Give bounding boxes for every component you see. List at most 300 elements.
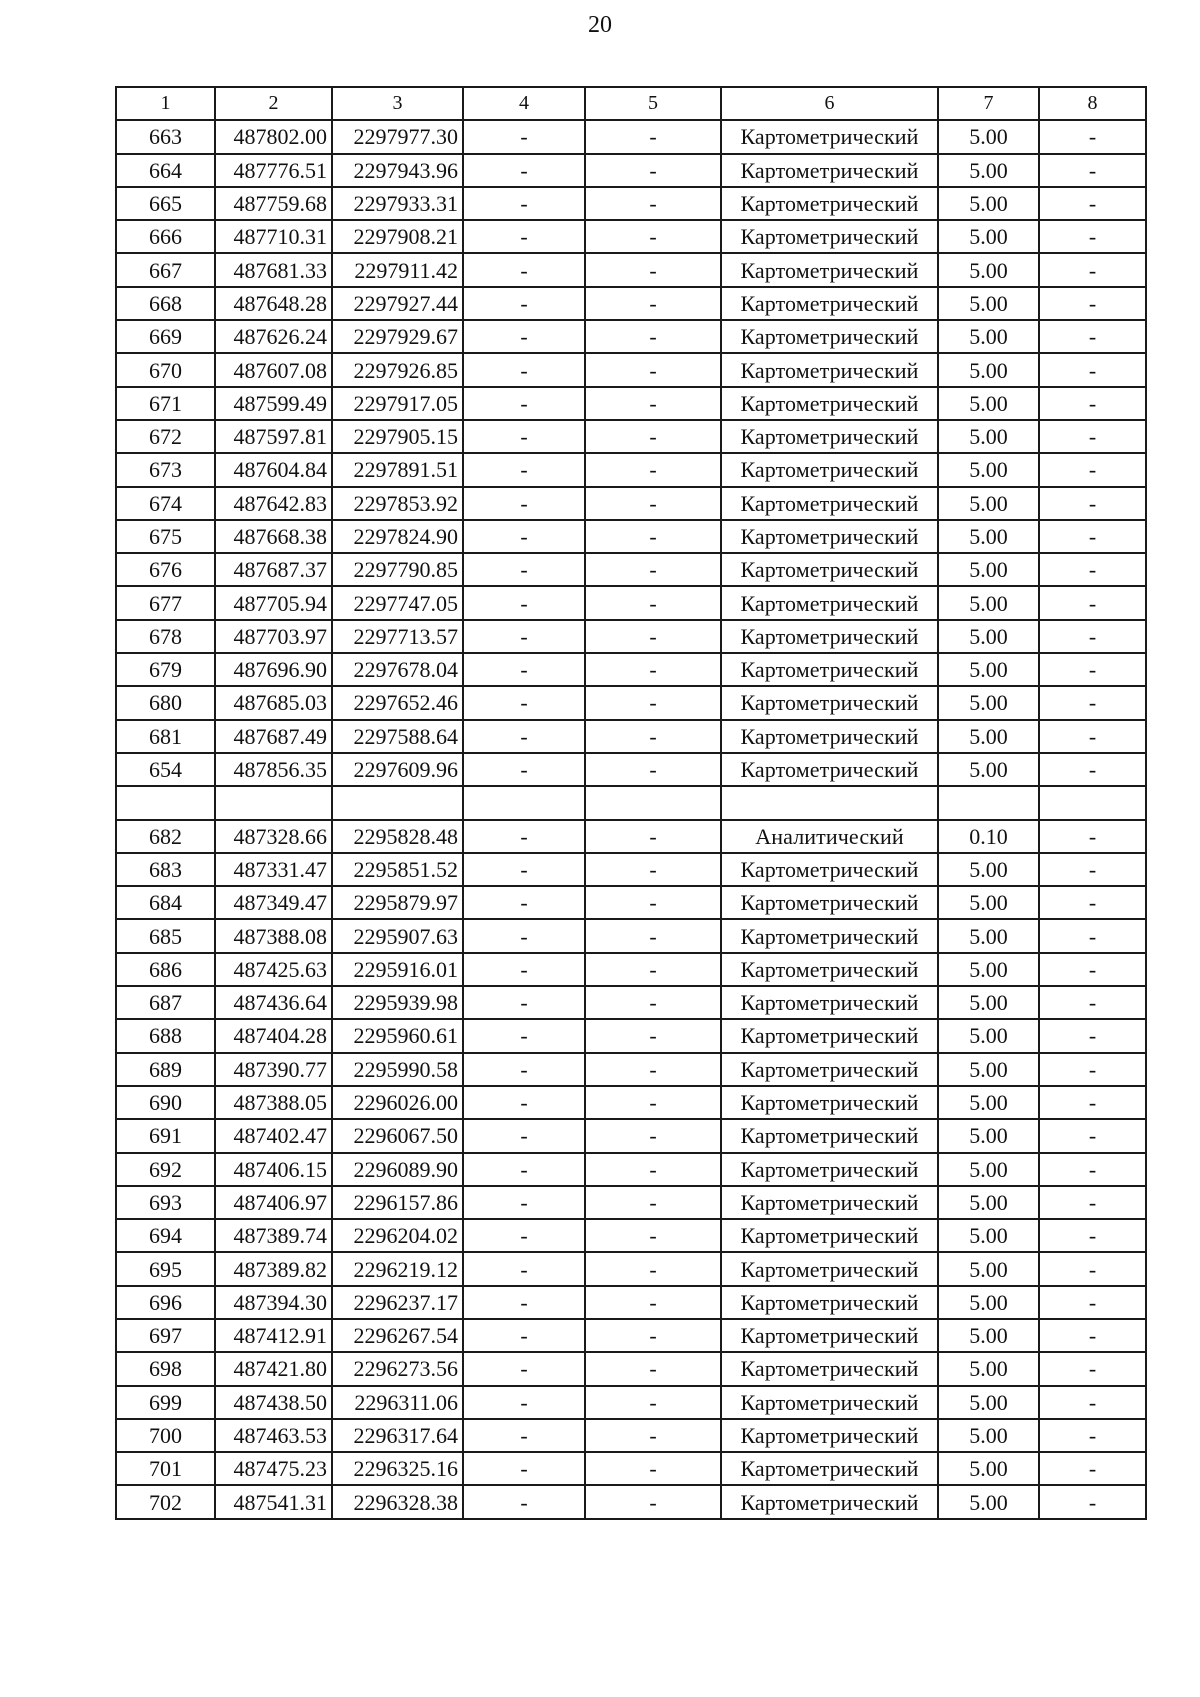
col-5-cell: - xyxy=(585,620,721,653)
col-5-cell: - xyxy=(585,520,721,553)
coord-y-cell: 2296026.00 xyxy=(332,1086,463,1119)
coord-y-cell: 2296204.02 xyxy=(332,1219,463,1252)
point-number-cell: 690 xyxy=(116,1086,215,1119)
coord-x-cell: 487604.84 xyxy=(215,453,332,486)
col-8-cell: - xyxy=(1039,1352,1146,1385)
point-number-cell: 688 xyxy=(116,1019,215,1052)
table-row xyxy=(116,120,1146,153)
accuracy-cell: 5.00 xyxy=(938,1019,1039,1052)
coord-y-cell: 2296311.06 xyxy=(332,1386,463,1419)
method-cell: Картометрический xyxy=(721,1319,938,1352)
col-8-cell: - xyxy=(1039,1086,1146,1119)
col-8-cell: - xyxy=(1039,287,1146,320)
coordinates-table xyxy=(115,86,1147,1520)
table-row xyxy=(116,853,1146,886)
method-cell: Картометрический xyxy=(721,520,938,553)
method-cell: Картометрический xyxy=(721,919,938,952)
accuracy-cell: 5.00 xyxy=(938,1452,1039,1485)
accuracy-cell: 5.00 xyxy=(938,220,1039,253)
coord-x-cell: 487331.47 xyxy=(215,853,332,886)
method-cell: Картометрический xyxy=(721,553,938,586)
col-8-cell: - xyxy=(1039,1319,1146,1352)
accuracy-cell: 5.00 xyxy=(938,1252,1039,1285)
table-row xyxy=(116,187,1146,220)
point-number-cell: 680 xyxy=(116,686,215,719)
col-8-cell: - xyxy=(1039,1053,1146,1086)
coord-y-cell: 2297652.46 xyxy=(332,686,463,719)
col-4-cell: - xyxy=(463,1019,585,1052)
accuracy-cell: 5.00 xyxy=(938,1286,1039,1319)
method-cell: Картометрический xyxy=(721,1252,938,1285)
method-cell: Картометрический xyxy=(721,1019,938,1052)
col-5-cell: - xyxy=(585,953,721,986)
method-cell: Картометрический xyxy=(721,886,938,919)
col-4-cell: - xyxy=(463,520,585,553)
col-8-cell: - xyxy=(1039,686,1146,719)
accuracy-cell: 5.00 xyxy=(938,1219,1039,1252)
table-row xyxy=(116,886,1146,919)
point-number-cell: 678 xyxy=(116,620,215,653)
accuracy-cell: 5.00 xyxy=(938,1086,1039,1119)
coord-y-cell: 2297588.64 xyxy=(332,720,463,753)
point-number-cell: 685 xyxy=(116,919,215,952)
accuracy-cell: 5.00 xyxy=(938,1419,1039,1452)
col-8-cell: - xyxy=(1039,1452,1146,1485)
header-cell-8: 8 xyxy=(1039,87,1146,120)
method-cell: Картометрический xyxy=(721,1186,938,1219)
point-number-cell: 670 xyxy=(116,353,215,386)
header-cell-2: 2 xyxy=(215,87,332,120)
col-8-cell: - xyxy=(1039,1219,1146,1252)
accuracy-cell: 5.00 xyxy=(938,520,1039,553)
table-row xyxy=(116,487,1146,520)
accuracy-cell: 5.00 xyxy=(938,953,1039,986)
point-number-cell: 686 xyxy=(116,953,215,986)
col-4-cell: - xyxy=(463,1252,585,1285)
coord-y-cell: 2296273.56 xyxy=(332,1352,463,1385)
method-cell xyxy=(721,786,938,819)
coord-y-cell: 2295916.01 xyxy=(332,953,463,986)
coord-y-cell: 2295851.52 xyxy=(332,853,463,886)
table-row xyxy=(116,520,1146,553)
col-4-cell: - xyxy=(463,420,585,453)
col-5-cell: - xyxy=(585,320,721,353)
coord-x-cell: 487759.68 xyxy=(215,187,332,220)
col-8-cell: - xyxy=(1039,919,1146,952)
col-5-cell: - xyxy=(585,353,721,386)
accuracy-cell: 5.00 xyxy=(938,154,1039,187)
col-8-cell: - xyxy=(1039,553,1146,586)
table-row xyxy=(116,686,1146,719)
col-5-cell: - xyxy=(585,220,721,253)
table-row xyxy=(116,1252,1146,1285)
col-5-cell: - xyxy=(585,253,721,286)
table-row xyxy=(116,1452,1146,1485)
col-8-cell: - xyxy=(1039,720,1146,753)
col-8-cell: - xyxy=(1039,953,1146,986)
coord-y-cell: 2295990.58 xyxy=(332,1053,463,1086)
col-4-cell: - xyxy=(463,287,585,320)
col-5-cell: - xyxy=(585,653,721,686)
col-5-cell: - xyxy=(585,853,721,886)
col-5-cell: - xyxy=(585,1419,721,1452)
col-5-cell: - xyxy=(585,886,721,919)
col-4-cell: - xyxy=(463,120,585,153)
point-number-cell: 696 xyxy=(116,1286,215,1319)
col-8-cell: - xyxy=(1039,1386,1146,1419)
coord-x-cell: 487703.97 xyxy=(215,620,332,653)
col-4-cell: - xyxy=(463,487,585,520)
table-row xyxy=(116,1352,1146,1385)
table-row xyxy=(116,1153,1146,1186)
point-number-cell: 663 xyxy=(116,120,215,153)
col-8-cell: - xyxy=(1039,1186,1146,1219)
coord-y-cell: 2297943.96 xyxy=(332,154,463,187)
point-number-cell: 682 xyxy=(116,820,215,853)
point-number-cell: 679 xyxy=(116,653,215,686)
coord-y-cell: 2297853.92 xyxy=(332,487,463,520)
method-cell: Картометрический xyxy=(721,586,938,619)
coord-y-cell: 2296157.86 xyxy=(332,1186,463,1219)
method-cell: Картометрический xyxy=(721,253,938,286)
table-row xyxy=(116,620,1146,653)
coord-y-cell: 2297911.42 xyxy=(332,253,463,286)
accuracy-cell: 5.00 xyxy=(938,120,1039,153)
accuracy-cell: 5.00 xyxy=(938,1153,1039,1186)
col-4-cell: - xyxy=(463,753,585,786)
col-4-cell: - xyxy=(463,353,585,386)
method-cell: Картометрический xyxy=(721,986,938,1019)
point-number-cell: 691 xyxy=(116,1119,215,1152)
col-4-cell: - xyxy=(463,653,585,686)
method-cell: Картометрический xyxy=(721,620,938,653)
method-cell: Картометрический xyxy=(721,120,938,153)
table-row xyxy=(116,720,1146,753)
coord-x-cell: 487475.23 xyxy=(215,1452,332,1485)
header-cell-7: 7 xyxy=(938,87,1039,120)
col-4-cell: - xyxy=(463,1186,585,1219)
col-5-cell: - xyxy=(585,1086,721,1119)
col-5-cell: - xyxy=(585,1219,721,1252)
col-4-cell: - xyxy=(463,1386,585,1419)
accuracy-cell: 5.00 xyxy=(938,320,1039,353)
coord-x-cell: 487685.03 xyxy=(215,686,332,719)
coord-x-cell: 487389.74 xyxy=(215,1219,332,1252)
accuracy-cell: 5.00 xyxy=(938,353,1039,386)
col-5-cell: - xyxy=(585,1319,721,1352)
col-5-cell: - xyxy=(585,487,721,520)
table-row xyxy=(116,287,1146,320)
col-5-cell: - xyxy=(585,686,721,719)
point-number-cell: 673 xyxy=(116,453,215,486)
table-row xyxy=(116,653,1146,686)
method-cell: Картометрический xyxy=(721,653,938,686)
col-4-cell: - xyxy=(463,820,585,853)
method-cell: Картометрический xyxy=(721,753,938,786)
header-cell-6: 6 xyxy=(721,87,938,120)
col-4-cell: - xyxy=(463,1319,585,1352)
accuracy-cell: 5.00 xyxy=(938,1319,1039,1352)
coord-y-cell: 2296237.17 xyxy=(332,1286,463,1319)
accuracy-cell: 5.00 xyxy=(938,1352,1039,1385)
table-row xyxy=(116,353,1146,386)
table-row xyxy=(116,1186,1146,1219)
col-4-cell: - xyxy=(463,686,585,719)
col-8-cell: - xyxy=(1039,586,1146,619)
point-number-cell: 684 xyxy=(116,886,215,919)
col-5-cell: - xyxy=(585,154,721,187)
col-8-cell: - xyxy=(1039,453,1146,486)
col-8-cell: - xyxy=(1039,487,1146,520)
coord-x-cell xyxy=(215,786,332,819)
point-number-cell: 693 xyxy=(116,1186,215,1219)
accuracy-cell: 5.00 xyxy=(938,553,1039,586)
col-8-cell: - xyxy=(1039,753,1146,786)
table-row xyxy=(116,420,1146,453)
col-8-cell: - xyxy=(1039,253,1146,286)
point-number-cell: 702 xyxy=(116,1485,215,1518)
accuracy-cell: 5.00 xyxy=(938,453,1039,486)
point-number-cell: 699 xyxy=(116,1386,215,1419)
coord-x-cell: 487626.24 xyxy=(215,320,332,353)
method-cell: Аналитический xyxy=(721,820,938,853)
coord-y-cell: 2297824.90 xyxy=(332,520,463,553)
coord-y-cell: 2295907.63 xyxy=(332,919,463,952)
table-row xyxy=(116,753,1146,786)
method-cell: Картометрический xyxy=(721,1352,938,1385)
coord-x-cell: 487389.82 xyxy=(215,1252,332,1285)
col-5-cell: - xyxy=(585,420,721,453)
col-5-cell: - xyxy=(585,187,721,220)
table-row xyxy=(116,253,1146,286)
method-cell: Картометрический xyxy=(721,187,938,220)
method-cell: Картометрический xyxy=(721,453,938,486)
col-5-cell: - xyxy=(585,1252,721,1285)
col-4-cell: - xyxy=(463,1219,585,1252)
coord-y-cell: 2297908.21 xyxy=(332,220,463,253)
col-5-cell: - xyxy=(585,120,721,153)
accuracy-cell: 5.00 xyxy=(938,620,1039,653)
point-number-cell: 683 xyxy=(116,853,215,886)
col-4-cell: - xyxy=(463,1352,585,1385)
accuracy-cell: 5.00 xyxy=(938,720,1039,753)
point-number-cell: 687 xyxy=(116,986,215,1019)
col-5-cell: - xyxy=(585,1053,721,1086)
coord-y-cell: 2297927.44 xyxy=(332,287,463,320)
coord-x-cell: 487802.00 xyxy=(215,120,332,153)
accuracy-cell: 5.00 xyxy=(938,1386,1039,1419)
col-4-cell: - xyxy=(463,320,585,353)
point-number-cell: 695 xyxy=(116,1252,215,1285)
col-5-cell: - xyxy=(585,1119,721,1152)
table-row xyxy=(116,1319,1146,1352)
col-4-cell: - xyxy=(463,453,585,486)
accuracy-cell: 5.00 xyxy=(938,1053,1039,1086)
accuracy-cell: 5.00 xyxy=(938,1186,1039,1219)
table-row xyxy=(116,1053,1146,1086)
table-row xyxy=(116,453,1146,486)
coord-y-cell xyxy=(332,786,463,819)
point-number-cell: 700 xyxy=(116,1419,215,1452)
table-row xyxy=(116,1219,1146,1252)
coord-y-cell: 2297713.57 xyxy=(332,620,463,653)
method-cell: Картометрический xyxy=(721,1086,938,1119)
coord-x-cell: 487390.77 xyxy=(215,1053,332,1086)
table-row xyxy=(116,586,1146,619)
col-8-cell: - xyxy=(1039,1485,1146,1518)
coord-y-cell: 2296089.90 xyxy=(332,1153,463,1186)
coord-y-cell: 2295939.98 xyxy=(332,986,463,1019)
col-8-cell: - xyxy=(1039,220,1146,253)
coord-x-cell: 487328.66 xyxy=(215,820,332,853)
col-5-cell: - xyxy=(585,1019,721,1052)
method-cell: Картометрический xyxy=(721,487,938,520)
table-row xyxy=(116,953,1146,986)
accuracy-cell: 5.00 xyxy=(938,187,1039,220)
coord-x-cell: 487406.15 xyxy=(215,1153,332,1186)
table-row xyxy=(116,1386,1146,1419)
coord-x-cell: 487388.05 xyxy=(215,1086,332,1119)
accuracy-cell: 5.00 xyxy=(938,487,1039,520)
coord-x-cell: 487406.97 xyxy=(215,1186,332,1219)
accuracy-cell: 5.00 xyxy=(938,287,1039,320)
coord-y-cell: 2296067.50 xyxy=(332,1119,463,1152)
coord-x-cell: 487404.28 xyxy=(215,1019,332,1052)
col-4-cell: - xyxy=(463,1286,585,1319)
coord-y-cell: 2297678.04 xyxy=(332,653,463,686)
point-number-cell: 675 xyxy=(116,520,215,553)
coord-y-cell: 2295879.97 xyxy=(332,886,463,919)
method-cell: Картометрический xyxy=(721,353,938,386)
col-5-cell: - xyxy=(585,586,721,619)
col-8-cell: - xyxy=(1039,353,1146,386)
coord-y-cell: 2295828.48 xyxy=(332,820,463,853)
col-4-cell: - xyxy=(463,154,585,187)
method-cell: Картометрический xyxy=(721,1386,938,1419)
coord-y-cell: 2297929.67 xyxy=(332,320,463,353)
point-number-cell: 665 xyxy=(116,187,215,220)
coord-x-cell: 487607.08 xyxy=(215,353,332,386)
method-cell: Картометрический xyxy=(721,853,938,886)
col-8-cell: - xyxy=(1039,986,1146,1019)
col-8-cell: - xyxy=(1039,154,1146,187)
coord-y-cell: 2296317.64 xyxy=(332,1419,463,1452)
coord-y-cell: 2297609.96 xyxy=(332,753,463,786)
col-8-cell: - xyxy=(1039,653,1146,686)
col-4-cell: - xyxy=(463,586,585,619)
table-row xyxy=(116,320,1146,353)
col-8-cell: - xyxy=(1039,886,1146,919)
coord-x-cell: 487776.51 xyxy=(215,154,332,187)
col-8-cell: - xyxy=(1039,520,1146,553)
table-row xyxy=(116,919,1146,952)
coord-x-cell: 487412.91 xyxy=(215,1319,332,1352)
col-5-cell: - xyxy=(585,820,721,853)
accuracy-cell: 5.00 xyxy=(938,1119,1039,1152)
method-cell: Картометрический xyxy=(721,686,938,719)
method-cell: Картометрический xyxy=(721,387,938,420)
table-row xyxy=(116,1019,1146,1052)
coord-y-cell: 2296219.12 xyxy=(332,1252,463,1285)
col-4-cell: - xyxy=(463,553,585,586)
method-cell: Картометрический xyxy=(721,287,938,320)
col-8-cell: - xyxy=(1039,1153,1146,1186)
header-cell-4: 4 xyxy=(463,87,585,120)
accuracy-cell: 5.00 xyxy=(938,253,1039,286)
accuracy-cell xyxy=(938,786,1039,819)
method-cell: Картометрический xyxy=(721,220,938,253)
col-8-cell: - xyxy=(1039,1419,1146,1452)
accuracy-cell: 5.00 xyxy=(938,420,1039,453)
accuracy-cell: 5.00 xyxy=(938,853,1039,886)
table-row xyxy=(116,154,1146,187)
accuracy-cell: 5.00 xyxy=(938,387,1039,420)
coord-x-cell: 487710.31 xyxy=(215,220,332,253)
method-cell: Картометрический xyxy=(721,420,938,453)
col-4-cell: - xyxy=(463,853,585,886)
col-4-cell: - xyxy=(463,1153,585,1186)
coord-x-cell: 487402.47 xyxy=(215,1119,332,1152)
coord-y-cell: 2297977.30 xyxy=(332,120,463,153)
col-8-cell xyxy=(1039,786,1146,819)
col-5-cell: - xyxy=(585,919,721,952)
col-4-cell: - xyxy=(463,919,585,952)
table-row xyxy=(116,786,1146,819)
point-number-cell: 701 xyxy=(116,1452,215,1485)
col-4-cell: - xyxy=(463,986,585,1019)
coord-x-cell: 487696.90 xyxy=(215,653,332,686)
col-8-cell: - xyxy=(1039,1019,1146,1052)
col-8-cell: - xyxy=(1039,387,1146,420)
col-8-cell: - xyxy=(1039,853,1146,886)
method-cell: Картометрический xyxy=(721,1452,938,1485)
table-row xyxy=(116,553,1146,586)
accuracy-cell: 5.00 xyxy=(938,986,1039,1019)
accuracy-cell: 5.00 xyxy=(938,586,1039,619)
page-number: 20 xyxy=(588,12,612,38)
point-number-cell: 666 xyxy=(116,220,215,253)
point-number-cell: 692 xyxy=(116,1153,215,1186)
coord-y-cell: 2296328.38 xyxy=(332,1485,463,1518)
table-row xyxy=(116,1419,1146,1452)
method-cell: Картометрический xyxy=(721,1119,938,1152)
coord-y-cell: 2297905.15 xyxy=(332,420,463,453)
point-number-cell: 669 xyxy=(116,320,215,353)
col-8-cell: - xyxy=(1039,420,1146,453)
col-5-cell: - xyxy=(585,1386,721,1419)
col-4-cell: - xyxy=(463,886,585,919)
col-4-cell: - xyxy=(463,387,585,420)
table-row xyxy=(116,1286,1146,1319)
point-number-cell: 689 xyxy=(116,1053,215,1086)
accuracy-cell: 5.00 xyxy=(938,753,1039,786)
point-number-cell: 667 xyxy=(116,253,215,286)
header-row xyxy=(116,87,1146,120)
coord-x-cell: 487705.94 xyxy=(215,586,332,619)
col-4-cell: - xyxy=(463,220,585,253)
coord-y-cell: 2297917.05 xyxy=(332,387,463,420)
header-cell-3: 3 xyxy=(332,87,463,120)
point-number-cell: 676 xyxy=(116,553,215,586)
method-cell: Картометрический xyxy=(721,1153,938,1186)
coord-x-cell: 487599.49 xyxy=(215,387,332,420)
col-5-cell: - xyxy=(585,1286,721,1319)
coord-x-cell: 487597.81 xyxy=(215,420,332,453)
table-row xyxy=(116,220,1146,253)
method-cell: Картометрический xyxy=(721,1419,938,1452)
point-number-cell: 654 xyxy=(116,753,215,786)
col-4-cell: - xyxy=(463,1119,585,1152)
